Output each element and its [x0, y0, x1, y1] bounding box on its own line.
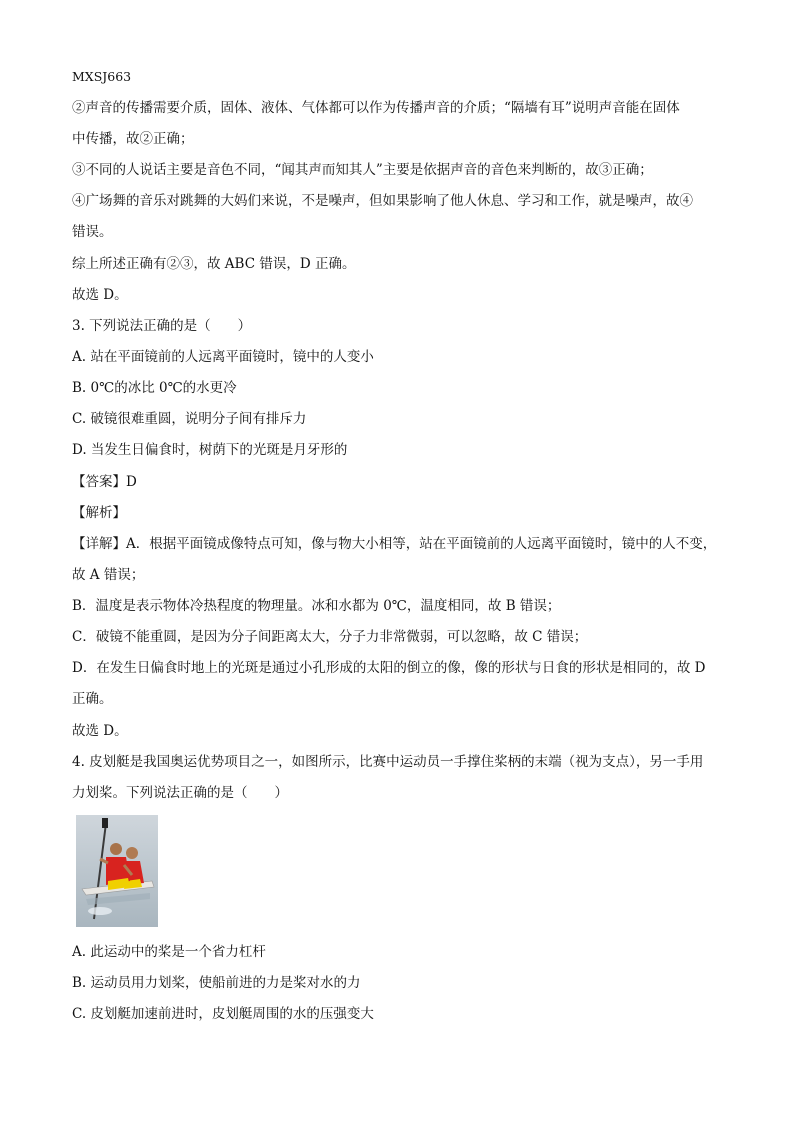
text-line: D．在发生日偏食时地上的光斑是通过小孔形成的太阳的倒立的像，像的形状与日食的形状是相同的，故 D	[72, 660, 706, 676]
option-b: B. 运动员用力划桨，使船前进的力是桨对水的力	[72, 975, 361, 991]
text-line: 力划桨。下列说法正确的是（ ）	[72, 785, 288, 801]
analysis-label: 【解析】	[72, 505, 126, 521]
question-3-stem: 3. 下列说法正确的是（ ）	[72, 318, 252, 334]
text-line: B．温度是表示物体冷热程度的物理量。冰和水都为 0℃，温度相同，故 B 错误；	[72, 598, 561, 614]
text-line: 错误。	[72, 224, 113, 240]
text-line: 【详解】A．根据平面镜成像特点可知，像与物大小相等，站在平面镜前的人远离平面镜时，镜中的人不变，	[72, 536, 717, 552]
question-4-stem: 4. 皮划艇是我国奥运优势项目之一，如图所示，比赛中运动员一手撑住桨柄的末端（视为支点），另一手用	[72, 754, 704, 770]
option-a: A. 此运动中的桨是一个省力杠杆	[72, 944, 266, 960]
option-c: C. 破镜很难重圆，说明分子间有排斥力	[72, 411, 307, 427]
text-line: ②声音的传播需要介质，固体、液体、气体都可以作为传播声音的介质；“隔墙有耳”说明声音能在固体	[72, 100, 680, 116]
text-line: C．破镜不能重圆，是因为分子间距离太大，分子力非常微弱，可以忽略，故 C 错误；	[72, 629, 588, 645]
text-line: 中传播，故②正确；	[72, 131, 194, 147]
option-c: C. 皮划艇加速前进时，皮划艇周围的水的压强变大	[72, 1006, 374, 1022]
option-a: A. 站在平面镜前的人远离平面镜时，镜中的人变小	[72, 349, 374, 365]
text-line: ③不同的人说话主要是音色不同，“闻其声而知其人”主要是依据声音的音色来判断的，故③正确；	[72, 162, 653, 178]
text-line: 正确。	[72, 691, 113, 707]
text-line: 故 A 错误；	[72, 567, 145, 583]
option-b: B. 0℃的冰比 0℃的水更冷	[72, 380, 237, 396]
text-line: 综上所述正确有②③，故 ABC 错误，D 正确。	[72, 256, 356, 272]
text-line: 故选 D。	[72, 287, 128, 303]
text-line: ④广场舞的音乐对跳舞的大妈们来说，不是噪声，但如果影响了他人休息、学习和工作，就是噪声，故④	[72, 193, 693, 209]
answer-label: 【答案】D	[72, 474, 137, 490]
document-code: MXSJ663	[72, 69, 132, 84]
canoe-photo	[76, 815, 158, 927]
text-line: 故选 D。	[72, 723, 128, 739]
option-d: D. 当发生日偏食时，树荫下的光斑是月牙形的	[72, 442, 348, 458]
